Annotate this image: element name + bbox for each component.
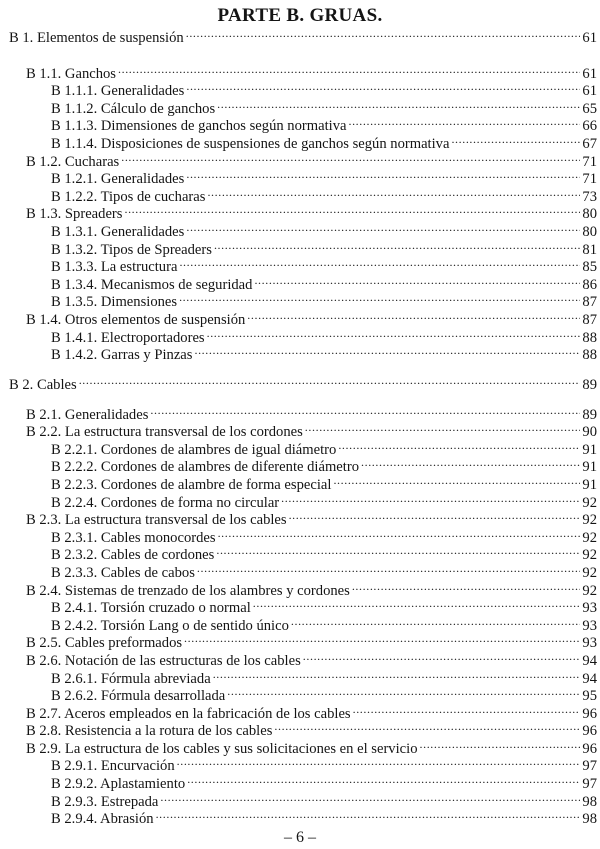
toc-entry-title: B 1.1.2. Cálculo de ganchos — [51, 100, 216, 117]
toc-entry-title: B 1.3.3. La estructura — [51, 259, 178, 276]
toc-entry-page-number: 89 — [582, 376, 597, 393]
toc-entry-title: B 1.3. Spreaders — [26, 206, 123, 223]
toc-entry-page-number: 89 — [582, 406, 597, 423]
toc-entry-page-number: 93 — [582, 635, 597, 652]
toc-entry[interactable] — [0, 60, 600, 82]
dot-leader — [361, 454, 580, 472]
toc-entry-page-number: 96 — [582, 723, 597, 740]
toc-entry-page-number: 61 — [582, 29, 597, 46]
toc-entry-title: B 1.1. Ganchos — [26, 65, 116, 82]
toc-entry-page-number: 92 — [582, 494, 597, 511]
toc-entry-page-number: 91 — [582, 476, 597, 493]
toc-entry-title: B 2.3.1. Cables monocordes — [51, 529, 216, 546]
dot-leader — [124, 201, 580, 219]
dot-leader — [274, 718, 580, 736]
toc-entry[interactable] — [0, 371, 600, 393]
toc-entry-title: B 1.4.2. Garras y Pinzas — [51, 347, 193, 364]
toc-group-part-b1-heading — [0, 24, 600, 46]
toc-group-part-b1-items — [0, 60, 600, 364]
toc-entry-title: B 2.9. La estructura de los cables y sus solicitaciones en el servicio — [26, 740, 418, 757]
dot-leader — [187, 770, 580, 788]
toc-entry-page-number: 92 — [582, 582, 597, 599]
toc-entry-title: B 2.2.3. Cordones de alambre de forma especial — [51, 476, 332, 493]
toc-entry-title: B 2.9.1. Encurvación — [51, 758, 175, 775]
toc-entry-page-number: 61 — [582, 65, 597, 82]
dot-leader — [179, 254, 580, 272]
toc-entry-page-number: 97 — [582, 776, 597, 793]
toc-entry-title: B 2.1. Generalidades — [26, 406, 149, 423]
toc-entry-title: B 2.6.2. Fórmula desarrollada — [51, 688, 226, 705]
dot-leader — [281, 489, 580, 507]
toc-entry-page-number: 65 — [582, 100, 597, 117]
toc-entry-title: B 1.1.1. Generalidades — [51, 83, 185, 100]
toc-entry-page-number: 67 — [582, 135, 597, 152]
dot-leader — [207, 324, 581, 342]
toc-entry-title: B 2.2.2. Cordones de alambres de diferente diámetro — [51, 459, 359, 476]
dot-leader — [214, 236, 580, 254]
toc-entry-page-number: 80 — [582, 206, 597, 223]
toc-entry-page-number: 92 — [582, 564, 597, 581]
dot-leader — [253, 595, 581, 613]
toc-entry-title: B 2. Cables — [9, 376, 77, 393]
dot-leader — [186, 166, 580, 184]
dot-leader — [186, 24, 581, 42]
dot-leader — [217, 95, 580, 113]
toc-entry-page-number: 87 — [582, 294, 597, 311]
dot-leader — [150, 401, 580, 419]
dot-leader — [291, 612, 581, 630]
toc-entry-title: B 1.1.3. Dimensiones de ganchos según normativa — [51, 118, 347, 135]
toc-entry-page-number: 93 — [582, 600, 597, 617]
toc-entry-title: B 2.9.3. Estrepada — [51, 793, 159, 810]
toc-entry-title: B 2.2.4. Cordones de forma no circular — [51, 494, 280, 511]
toc-entry-page-number: 80 — [582, 223, 597, 240]
toc-entry-page-number: 92 — [582, 529, 597, 546]
toc-entry-page-number: 91 — [582, 441, 597, 458]
toc-entry-page-number: 96 — [582, 740, 597, 757]
toc-entry-title: B 1.3.4. Mecanismos de seguridad — [51, 276, 253, 293]
dot-leader — [420, 735, 581, 753]
dot-leader — [289, 507, 581, 525]
toc-entry-title: B 1.3.2. Tipos de Spreaders — [51, 241, 212, 258]
toc-entry-title: B 2.3. La estructura transversal de los cables — [26, 512, 287, 529]
dot-leader — [218, 524, 581, 542]
toc-entry-page-number: 95 — [582, 688, 597, 705]
toc-entry-title: B 2.5. Cables preformados — [26, 635, 183, 652]
toc-entry-page-number: 66 — [582, 118, 597, 135]
dot-leader — [186, 218, 580, 236]
toc-entry-page-number: 91 — [582, 459, 597, 476]
toc-entry-page-number: 92 — [582, 512, 597, 529]
dot-leader — [353, 700, 581, 718]
toc-entry-title: B 2.6.1. Fórmula abreviada — [51, 670, 211, 687]
dot-leader — [179, 289, 580, 307]
toc-entry-title: B 2.3.2. Cables de cordones — [51, 547, 215, 564]
toc-entry-title: B 1. Elementos de suspensión — [9, 29, 184, 46]
toc-entry-page-number: 94 — [582, 652, 597, 669]
dot-leader — [247, 306, 580, 324]
toc-entry-page-number: 81 — [582, 241, 597, 258]
toc-entry-title: B 2.3.3. Cables de cabos — [51, 564, 195, 581]
toc-entry-page-number: 73 — [582, 188, 597, 205]
toc-entry-page-number: 86 — [582, 276, 597, 293]
toc-entry-page-number: 96 — [582, 705, 597, 722]
toc-entry-title: B 1.2.2. Tipos de cucharas — [51, 188, 206, 205]
toc-entry-page-number: 93 — [582, 617, 597, 634]
dot-leader — [186, 78, 580, 96]
toc-entry-title: B 2.4.2. Torsión Lang o de sentido único — [51, 617, 289, 634]
toc-entry-title: B 2.9.2. Aplastamiento — [51, 776, 186, 793]
toc-entry-title: B 1.4. Otros elementos de suspensión — [26, 311, 246, 328]
toc-entry-page-number: 98 — [582, 811, 597, 828]
dot-leader — [121, 148, 580, 166]
toc-entry-page-number: 88 — [582, 347, 597, 364]
dot-leader — [197, 559, 581, 577]
toc-group-part-b2-items — [0, 401, 600, 828]
toc-entry-title: B 2.7. Aceros empleados en la fabricación de los cables — [26, 705, 351, 722]
toc-entry-title: B 1.2.1. Generalidades — [51, 171, 185, 188]
dot-leader — [305, 419, 581, 437]
dot-leader — [213, 665, 581, 683]
toc-entry-page-number: 97 — [582, 758, 597, 775]
dot-leader — [118, 60, 580, 78]
page-number: – 6 – — [284, 829, 316, 846]
toc-entry-title: B 2.4.1. Torsión cruzado o normal — [51, 600, 251, 617]
toc-entry-title: B 1.1.4. Disposiciones de suspensiones de ganchos según normativa — [51, 135, 450, 152]
dot-leader — [207, 183, 580, 201]
dot-leader — [303, 647, 581, 665]
dot-leader — [216, 542, 580, 560]
toc-entry-title: B 1.4.1. Electroportadores — [51, 329, 205, 346]
dot-leader — [184, 630, 580, 648]
toc-entry-title: B 2.4. Sistemas de trenzado de los alambres y cordones — [26, 582, 350, 599]
toc-entry-page-number: 90 — [582, 424, 597, 441]
dot-leader — [338, 436, 580, 454]
toc-entry-page-number: 94 — [582, 670, 597, 687]
dot-leader — [79, 371, 581, 389]
toc-entry-page-number: 92 — [582, 547, 597, 564]
dot-leader — [333, 471, 580, 489]
dot-leader — [194, 342, 580, 360]
toc-entry-title: B 2.2. La estructura transversal de los cordones — [26, 424, 303, 441]
toc-entry-title: B 2.2.1. Cordones de alambres de igual diámetro — [51, 441, 337, 458]
toc-entry-page-number: 87 — [582, 311, 597, 328]
toc-entry-page-number: 71 — [582, 171, 597, 188]
toc-entry-title: B 1.2. Cucharas — [26, 153, 120, 170]
dot-leader — [156, 806, 581, 824]
dot-leader — [348, 113, 580, 131]
toc-entry-title: B 2.8. Resistencia a la rotura de los cables — [26, 723, 273, 740]
dot-leader — [227, 683, 580, 701]
toc-entry-title: B 2.9.4. Abrasión — [51, 811, 154, 828]
toc-entry-page-number: 71 — [582, 153, 597, 170]
page-title: PARTE B. GRUAS. — [217, 5, 383, 26]
toc-entry[interactable] — [0, 24, 600, 46]
toc-entry[interactable] — [0, 401, 600, 423]
dot-leader — [177, 753, 581, 771]
dot-leader — [160, 788, 580, 806]
toc-entry-page-number: 98 — [582, 793, 597, 810]
dot-leader — [451, 130, 580, 148]
toc-entry-page-number: 88 — [582, 329, 597, 346]
toc-entry-page-number: 61 — [582, 83, 597, 100]
toc-group-part-b2-heading — [0, 371, 600, 393]
toc-entry-title: B 1.3.1. Generalidades — [51, 223, 185, 240]
toc-entry-title: B 2.6. Notación de las estructuras de los cables — [26, 652, 301, 669]
toc-entry-title: B 1.3.5. Dimensiones — [51, 294, 178, 311]
toc-entry-page-number: 85 — [582, 259, 597, 276]
dot-leader — [352, 577, 581, 595]
dot-leader — [254, 271, 580, 289]
